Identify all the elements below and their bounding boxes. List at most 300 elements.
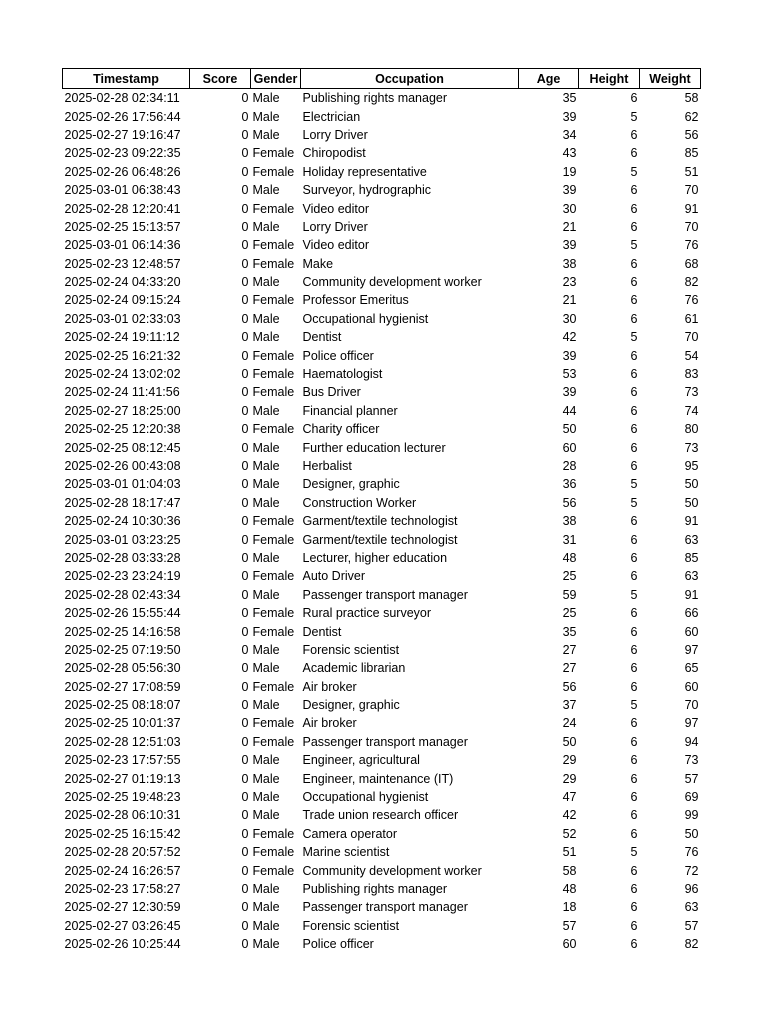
age-cell: 25 [562,569,577,584]
table-row [63,144,701,162]
age-cell: 38 [562,256,577,271]
occupation-cell: Herbalist [302,459,352,473]
gender-cell: Male [252,109,280,124]
score-cell: 0 [241,624,249,639]
weight-cell: 91 [684,587,699,602]
score-cell: 0 [241,587,249,602]
timestamp-cell: 2025-02-27 19:16:47 [64,127,181,142]
gender-cell: Male [252,127,280,142]
height-cell: 6 [630,900,638,915]
weight-cell: 63 [684,532,699,547]
height-cell: 6 [630,219,638,234]
timestamp-cell: 2025-02-26 10:25:44 [64,937,181,952]
age-cell: 39 [562,348,577,363]
score-cell: 0 [241,900,249,915]
table-row [63,861,701,879]
gender-cell: Male [252,477,280,492]
timestamp-cell: 2025-03-01 06:38:43 [64,183,181,198]
table-row [63,107,701,125]
timestamp-cell: 2025-02-24 11:41:56 [64,385,180,400]
weight-cell: 73 [684,753,699,768]
score-cell: 0 [241,275,249,290]
occupation-cell: Occupational hygienist [302,311,429,326]
occupation-cell: Auto Driver [302,569,366,584]
gender-cell: Female [252,716,295,731]
table-row [63,751,701,769]
weight-cell: 91 [684,201,699,216]
score-cell: 0 [241,164,249,179]
weight-cell: 95 [684,459,699,473]
weight-cell: 50 [684,477,699,492]
timestamp-cell: 2025-02-25 19:48:23 [64,790,181,805]
weight-cell: 58 [684,91,699,106]
occupation-cell: Air broker [302,679,357,694]
occupation-cell: Make [302,256,334,271]
gender-cell: Male [252,330,280,345]
header-gender: Gender [251,69,301,89]
score-cell: 0 [241,698,249,713]
gender-cell: Female [252,422,295,437]
score-cell: 0 [241,845,249,860]
gender-cell: Male [252,495,280,510]
age-cell: 35 [562,624,577,639]
age-cell: 24 [562,716,577,731]
timestamp-cell: 2025-02-28 12:20:41 [64,201,181,216]
age-cell: 35 [562,91,577,106]
timestamp-cell: 2025-02-28 20:57:52 [64,845,181,860]
weight-cell: 76 [684,293,699,308]
score-cell: 0 [241,790,249,805]
occupation-cell: Holiday representative [302,164,427,179]
height-cell: 6 [630,201,638,216]
occupation-cell: Community development worker [302,275,482,290]
score-cell: 0 [241,550,249,565]
score-cell: 0 [241,734,249,749]
occupation-cell: Forensic scientist [302,918,400,933]
occupation-cell: Lecturer, higher education [302,550,448,565]
score-cell: 0 [241,514,249,529]
timestamp-cell: 2025-03-01 01:04:03 [64,477,181,492]
height-cell: 6 [630,642,638,657]
weight-cell: 96 [684,881,699,896]
age-cell: 51 [562,845,577,860]
age-cell: 42 [562,330,577,345]
table-row [63,622,701,640]
weight-cell: 70 [684,698,699,713]
occupation-cell: Dentist [302,624,342,639]
occupation-cell: Publishing rights manager [302,881,448,896]
table-row [63,806,701,824]
table-row [63,678,701,696]
weight-cell: 60 [684,624,699,639]
gender-cell: Female [252,256,295,271]
height-cell: 6 [630,606,638,621]
occupation-cell: Chiropodist [302,146,366,161]
score-cell: 0 [241,679,249,694]
score-cell: 0 [241,661,249,676]
header-score: Score [190,69,251,89]
occupation-cell: Marine scientist [302,845,390,860]
table-row [63,696,701,714]
spreadsheet [62,68,701,953]
height-cell: 5 [630,330,638,345]
height-cell: 6 [630,550,638,565]
table-row [63,880,701,898]
age-cell: 60 [562,440,577,455]
age-cell: 30 [562,201,577,216]
weight-cell: 69 [684,790,699,805]
occupation-cell: Academic librarian [302,661,406,676]
gender-cell: Female [252,679,295,694]
age-cell: 18 [562,900,577,915]
height-cell: 6 [630,275,638,290]
score-cell: 0 [241,293,249,308]
timestamp-cell: 2025-03-01 02:33:03 [64,311,181,326]
age-cell: 25 [562,606,577,621]
occupation-cell: Air broker [302,716,357,731]
height-cell: 6 [630,790,638,805]
height-cell: 6 [630,569,638,584]
gender-cell: Female [252,624,295,639]
weight-cell: 73 [684,440,699,455]
table-row [63,89,701,108]
score-cell: 0 [241,495,249,510]
score-cell: 0 [241,569,249,584]
header-occupation: Occupation [301,69,519,89]
age-cell: 56 [562,495,577,510]
timestamp-cell: 2025-02-25 07:19:50 [64,642,181,657]
age-cell: 60 [562,937,577,952]
table-row [63,163,701,181]
table-row [63,586,701,604]
score-cell: 0 [241,146,249,161]
gender-cell: Male [252,459,280,473]
weight-cell: 61 [684,311,699,326]
timestamp-cell: 2025-02-28 02:34:11 [64,91,180,106]
weight-cell: 72 [684,863,699,878]
age-cell: 19 [562,164,577,179]
age-cell: 29 [562,771,577,786]
table-row [63,365,701,383]
age-cell: 28 [562,459,577,473]
timestamp-cell: 2025-02-25 16:21:32 [64,348,181,363]
table-row [63,604,701,622]
header-age: Age [519,69,579,89]
age-cell: 21 [562,293,577,308]
timestamp-cell: 2025-03-01 06:14:36 [64,238,181,253]
weight-cell: 51 [684,164,699,179]
age-cell: 21 [562,219,577,234]
timestamp-cell: 2025-02-23 17:57:55 [64,753,181,768]
age-cell: 39 [562,109,577,124]
height-cell: 6 [630,514,638,529]
timestamp-cell: 2025-02-28 03:33:28 [64,550,181,565]
occupation-cell: Construction Worker [302,495,417,510]
gender-cell: Male [252,642,280,657]
age-cell: 36 [562,477,577,492]
occupation-cell: Further education lecturer [302,440,446,455]
gender-cell: Female [252,514,295,529]
weight-cell: 50 [684,826,699,841]
weight-cell: 83 [684,367,699,382]
height-cell: 5 [630,698,638,713]
height-cell: 6 [630,385,638,400]
table-row [63,273,701,291]
timestamp-cell: 2025-02-25 10:01:37 [64,716,181,731]
occupation-cell: Camera operator [302,826,397,841]
timestamp-cell: 2025-02-28 05:56:30 [64,661,181,676]
gender-cell: Male [252,753,280,768]
height-cell: 6 [630,403,638,418]
score-cell: 0 [241,863,249,878]
score-cell: 0 [241,753,249,768]
height-cell: 6 [630,127,638,142]
age-cell: 42 [562,808,577,823]
score-cell: 0 [241,109,249,124]
weight-cell: 70 [684,219,699,234]
score-cell: 0 [241,440,249,455]
score-cell: 0 [241,348,249,363]
timestamp-cell: 2025-02-24 16:26:57 [64,863,181,878]
score-cell: 0 [241,219,249,234]
age-cell: 59 [562,587,577,602]
age-cell: 27 [562,661,577,676]
timestamp-cell: 2025-02-27 12:30:59 [64,900,181,915]
table-row [63,843,701,861]
occupation-cell: Publishing rights manager [302,91,448,106]
timestamp-cell: 2025-02-24 19:11:12 [64,330,180,345]
occupation-cell: Dentist [302,330,342,345]
occupation-cell: Lorry Driver [302,219,368,234]
table-row [63,825,701,843]
weight-cell: 80 [684,422,699,437]
age-cell: 53 [562,367,577,382]
weight-cell: 82 [684,937,699,952]
gender-cell: Female [252,146,295,161]
gender-cell: Female [252,863,295,878]
timestamp-cell: 2025-02-25 08:18:07 [64,698,181,713]
timestamp-cell: 2025-02-27 01:19:13 [64,771,181,786]
weight-cell: 50 [684,495,699,510]
gender-cell: Male [252,183,280,198]
table-row [63,567,701,585]
age-cell: 44 [562,403,577,418]
score-cell: 0 [241,422,249,437]
table-row [63,659,701,677]
gender-cell: Male [252,550,280,565]
timestamp-cell: 2025-02-28 18:17:47 [64,495,181,510]
occupation-cell: Trade union research officer [302,808,459,823]
occupation-cell: Designer, graphic [302,477,400,492]
height-cell: 6 [630,183,638,198]
gender-cell: Male [252,918,280,933]
gender-cell: Female [252,826,295,841]
table-row [63,935,701,953]
occupation-cell: Community development worker [302,863,482,878]
height-cell: 5 [630,164,638,179]
occupation-cell: Video editor [302,238,369,253]
weight-cell: 97 [684,642,699,657]
table-body [63,89,701,954]
timestamp-cell: 2025-02-25 16:15:42 [64,826,181,841]
weight-cell: 76 [684,845,699,860]
age-cell: 52 [562,826,577,841]
table-row [63,917,701,935]
height-cell: 6 [630,146,638,161]
score-cell: 0 [241,183,249,198]
weight-cell: 63 [684,569,699,584]
height-cell: 6 [630,311,638,326]
height-cell: 6 [630,256,638,271]
occupation-cell: Financial planner [302,403,398,418]
height-cell: 6 [630,771,638,786]
table-row [63,898,701,916]
gender-cell: Male [252,587,280,602]
table-row [63,291,701,309]
weight-cell: 54 [684,348,699,363]
gender-cell: Male [252,771,280,786]
score-cell: 0 [241,826,249,841]
table-row [63,402,701,420]
score-cell: 0 [241,477,249,492]
occupation-cell: Video editor [302,201,369,216]
age-cell: 50 [562,734,577,749]
weight-cell: 76 [684,238,699,253]
weight-cell: 99 [684,808,699,823]
gender-cell: Female [252,569,295,584]
height-cell: 6 [630,661,638,676]
occupation-cell: Passenger transport manager [302,734,468,749]
height-cell: 6 [630,863,638,878]
table-row [63,733,701,751]
occupation-cell: Forensic scientist [302,642,400,657]
table-row [63,126,701,144]
weight-cell: 97 [684,716,699,731]
gender-cell: Female [252,734,295,749]
height-cell: 6 [630,293,638,308]
age-cell: 50 [562,422,577,437]
age-cell: 48 [562,881,577,896]
timestamp-cell: 2025-02-26 06:48:26 [64,164,181,179]
data-table [62,68,701,953]
occupation-cell: Designer, graphic [302,698,400,713]
gender-cell: Male [252,91,280,106]
gender-cell: Male [252,661,280,676]
height-cell: 6 [630,367,638,382]
table-row [63,346,701,364]
age-cell: 56 [562,679,577,694]
height-cell: 5 [630,238,638,253]
timestamp-cell: 2025-02-26 15:55:44 [64,606,181,621]
weight-cell: 62 [684,109,699,124]
gender-cell: Female [252,201,295,216]
weight-cell: 57 [684,771,699,786]
height-cell: 6 [630,532,638,547]
height-cell: 6 [630,716,638,731]
timestamp-cell: 2025-03-01 03:23:25 [64,532,181,547]
occupation-cell: Bus Driver [302,385,361,400]
occupation-cell: Professor Emeritus [302,293,409,308]
age-cell: 39 [562,385,577,400]
occupation-cell: Surveyor, hydrographic [302,183,432,198]
table-row [63,788,701,806]
score-cell: 0 [241,771,249,786]
table-row [63,181,701,199]
score-cell: 0 [241,606,249,621]
weight-cell: 68 [684,256,699,271]
score-cell: 0 [241,808,249,823]
timestamp-cell: 2025-02-28 02:43:34 [64,587,181,602]
header-height: Height [579,69,640,89]
timestamp-cell: 2025-02-25 14:16:58 [64,624,181,639]
gender-cell: Female [252,845,295,860]
age-cell: 27 [562,642,577,657]
occupation-cell: Haematologist [302,367,383,382]
age-cell: 29 [562,753,577,768]
gender-cell: Male [252,275,280,290]
age-cell: 48 [562,550,577,565]
gender-cell: Female [252,348,295,363]
height-cell: 6 [630,459,638,473]
weight-cell: 60 [684,679,699,694]
score-cell: 0 [241,385,249,400]
timestamp-cell: 2025-02-24 10:30:36 [64,514,181,529]
timestamp-cell: 2025-02-28 06:10:31 [64,808,181,823]
age-cell: 39 [562,238,577,253]
occupation-cell: Police officer [302,348,374,363]
gender-cell: Male [252,219,280,234]
header-weight: Weight [640,69,701,89]
table-row [63,714,701,732]
weight-cell: 70 [684,183,699,198]
score-cell: 0 [241,367,249,382]
timestamp-cell: 2025-02-23 23:24:19 [64,569,181,584]
height-cell: 5 [630,477,638,492]
score-cell: 0 [241,881,249,896]
age-cell: 39 [562,183,577,198]
table-row [63,494,701,512]
score-cell: 0 [241,238,249,253]
height-cell: 5 [630,109,638,124]
age-cell: 57 [562,918,577,933]
occupation-cell: Garment/textile technologist [302,532,458,547]
height-cell: 6 [630,937,638,952]
score-cell: 0 [241,256,249,271]
height-cell: 6 [630,826,638,841]
table-row [63,310,701,328]
gender-cell: Female [252,367,295,382]
score-cell: 0 [241,918,249,933]
weight-cell: 57 [684,918,699,933]
table-row [63,420,701,438]
gender-cell: Male [252,900,280,915]
timestamp-cell: 2025-02-23 09:22:35 [64,146,181,161]
header-timestamp: Timestamp [63,69,190,89]
table-row [63,769,701,787]
age-cell: 23 [562,275,577,290]
age-cell: 31 [562,532,577,547]
age-cell: 30 [562,311,577,326]
height-cell: 5 [630,495,638,510]
timestamp-cell: 2025-02-23 17:58:27 [64,881,181,896]
timestamp-cell: 2025-02-23 12:48:57 [64,256,181,271]
occupation-cell: Lorry Driver [302,127,368,142]
score-cell: 0 [241,403,249,418]
score-cell: 0 [241,532,249,547]
timestamp-cell: 2025-02-27 18:25:00 [64,403,181,418]
table-row [63,512,701,530]
height-cell: 5 [630,587,638,602]
